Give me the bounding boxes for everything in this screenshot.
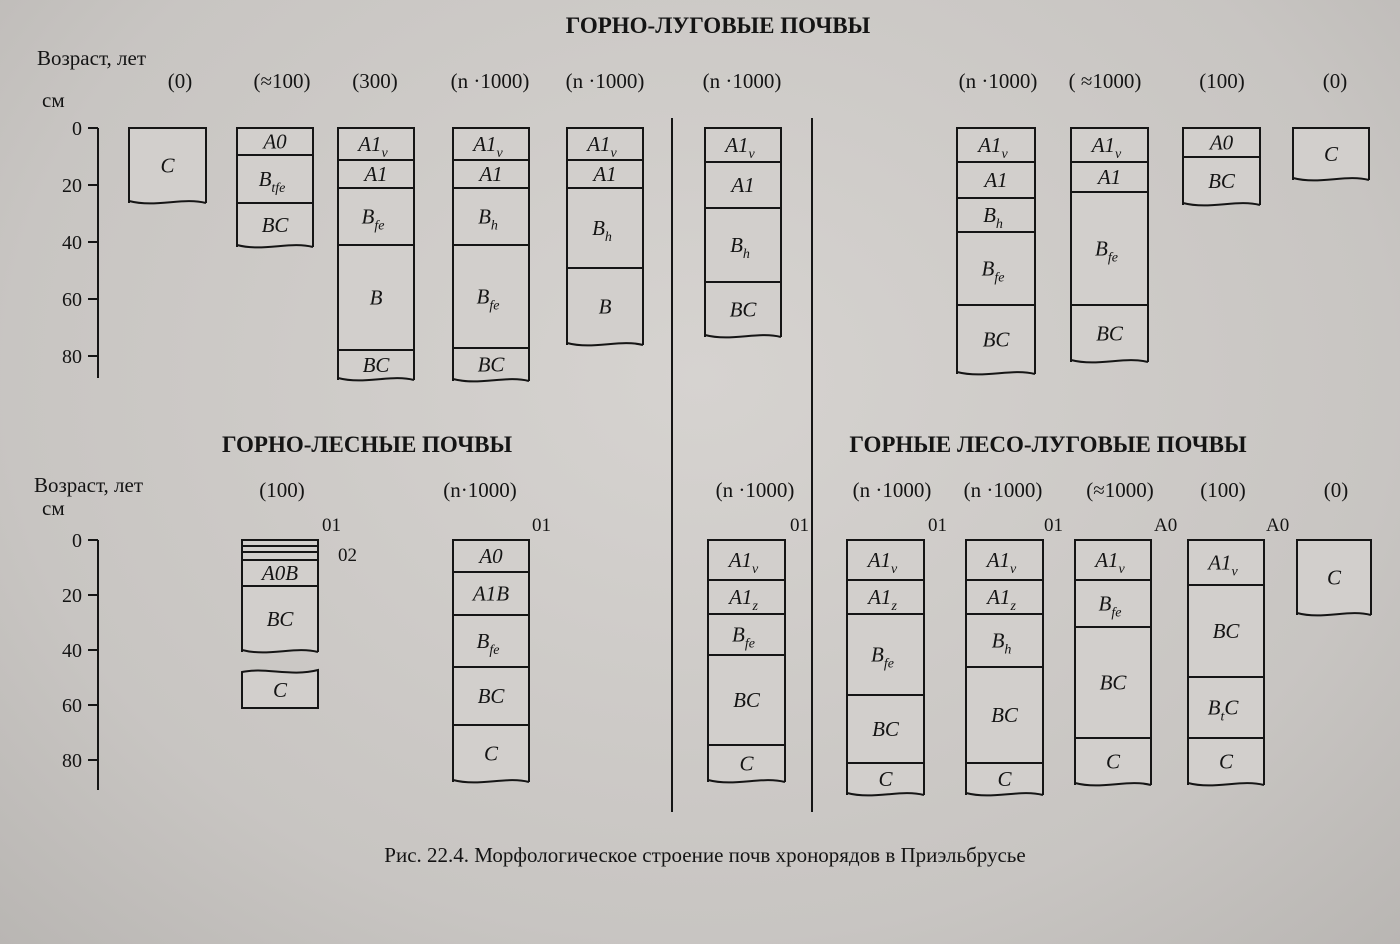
- horizon-label: A0: [1209, 130, 1234, 155]
- bottom-left-title: ГОРНО-ЛЕСНЫЕ ПОЧВЫ: [221, 432, 513, 457]
- soil-profile-column: [957, 128, 1035, 374]
- age-label: (≈100): [253, 69, 311, 93]
- horizon-label: C: [1323, 142, 1339, 166]
- horizon-label: $B_h$: [592, 216, 612, 245]
- age-label: (n ·1000): [450, 69, 530, 93]
- horizon-label: BC: [982, 327, 1010, 352]
- soil-profile-column: [847, 540, 924, 795]
- horizon-label: B: [598, 294, 612, 319]
- depth-tick-label: 0: [72, 530, 82, 552]
- age-label: (0): [167, 69, 193, 93]
- horizon-label: $A1_v$: [867, 548, 898, 577]
- horizon-label: BC: [477, 684, 505, 708]
- figure-caption: Рис. 22.4. Морфологическое строение почв хронорядов в Приэльбрусье: [384, 843, 1026, 867]
- depth-tick-label: 20: [62, 175, 82, 197]
- age-label: (n·1000): [443, 478, 517, 502]
- bottom-age-label: Возраст, лет: [34, 473, 144, 497]
- age-label: (n ·1000): [852, 478, 932, 502]
- soil-profile-column: [705, 128, 781, 337]
- horizon-label: $A1_v$: [1095, 548, 1125, 577]
- horizon-label: $B_h$: [991, 628, 1012, 658]
- horizon-label: $B_{tfe}$: [258, 167, 286, 196]
- horizon-label: BC: [1096, 321, 1123, 346]
- soil-profile-column: [453, 540, 529, 782]
- horizon-label: $A1_z$: [868, 585, 897, 614]
- profile-outline: [1075, 540, 1151, 785]
- bottom-right-title: ГОРНЫЕ ЛЕСО-ЛУГОВЫЕ ПОЧВЫ: [849, 432, 1247, 457]
- horizon-label: $B_h$: [478, 204, 498, 234]
- horizon-label: A0B: [261, 561, 299, 585]
- soil-profile-column: [1297, 540, 1371, 615]
- horizon-label: A1: [479, 162, 503, 186]
- horizon-label: $A1_v$: [986, 548, 1017, 577]
- horizon-label: BC: [477, 352, 505, 377]
- depth-tick-label: 80: [62, 750, 82, 772]
- soil-profile-column: [966, 540, 1043, 795]
- age-label: (n ·1000): [963, 478, 1043, 502]
- horizon-label: BC: [266, 607, 294, 631]
- soil-profile-column: [1071, 128, 1148, 362]
- age-label: (n ·1000): [958, 69, 1038, 93]
- side-horizon-label: A0: [1266, 515, 1290, 536]
- side-horizon-label: 01: [790, 515, 809, 536]
- side-horizon-label: 01: [1044, 515, 1063, 536]
- horizon-label: $B_{fe}$: [732, 622, 755, 652]
- horizon-label: B: [369, 285, 383, 310]
- soil-profile-column: [1075, 540, 1151, 785]
- horizon-label: C: [483, 741, 499, 766]
- age-label: (300): [352, 69, 398, 93]
- age-label: (0): [1322, 69, 1348, 93]
- horizon-label: C: [1326, 565, 1342, 590]
- soil-profile-column: [1188, 540, 1264, 785]
- profile-outline: [1188, 540, 1264, 785]
- soil-profile-column: [338, 128, 414, 380]
- horizon-label: $B_{fe}$: [981, 256, 1005, 286]
- horizon-label: A0: [263, 129, 287, 154]
- horizon-label: BC: [733, 688, 760, 712]
- horizon-label: C: [1218, 749, 1234, 774]
- horizon-label: A1: [593, 162, 617, 186]
- soil-profile-column: [1183, 128, 1260, 205]
- horizon-label: $A1_v$: [358, 132, 388, 161]
- side-horizon-label: 01: [928, 515, 947, 536]
- horizon-label: C: [1105, 749, 1121, 774]
- horizon-label: $B_{fe}$: [476, 629, 500, 658]
- horizon-label: $B_{fe}$: [871, 642, 894, 672]
- top-age-label: Возраст, лет: [37, 46, 147, 70]
- horizon-label: A1: [364, 162, 388, 186]
- soil-profile-column: [567, 128, 643, 345]
- horizon-label: A1B: [472, 581, 510, 606]
- age-label: (n ·1000): [715, 478, 795, 502]
- horizon-label: A1: [984, 168, 1008, 192]
- depth-tick-label: 60: [62, 289, 82, 311]
- horizon-label: BC: [261, 213, 289, 237]
- horizon-label: A0: [479, 544, 503, 568]
- soil-profile-column: [237, 128, 313, 247]
- age-label: (100): [1199, 69, 1245, 93]
- depth-tick-label: 0: [72, 118, 82, 140]
- bottom-unit-label: см: [42, 496, 65, 520]
- horizon-label: C: [272, 678, 288, 702]
- horizon-label: $B_h$: [730, 233, 750, 262]
- side-horizon-label: 01: [532, 515, 551, 536]
- age-label: (0): [1323, 478, 1349, 502]
- age-label: (100): [1200, 478, 1246, 502]
- horizon-label: BC: [1208, 169, 1235, 193]
- age-label: (n ·1000): [702, 69, 782, 93]
- horizon-label: $A1_v$: [473, 132, 503, 161]
- horizon-label: C: [739, 751, 754, 776]
- horizon-label: BC: [362, 353, 390, 377]
- horizon-label: $A1_z$: [987, 585, 1016, 614]
- horizon-label: C: [160, 153, 175, 178]
- depth-tick-label: 40: [62, 640, 82, 662]
- horizon-label: BC: [1099, 670, 1127, 695]
- horizon-label: C: [997, 767, 1012, 791]
- age-label: (≈1000): [1086, 478, 1154, 502]
- soil-profile-column: [1293, 128, 1369, 180]
- horizon-label: $B_{fe}$: [1098, 591, 1122, 621]
- horizon-label: $B_tC$: [1207, 695, 1239, 725]
- age-label: (n ·1000): [565, 69, 645, 93]
- horizon-label: $A1_v$: [587, 132, 617, 161]
- horizon-label: $A1_v$: [725, 133, 755, 162]
- horizon-label: $A1_z$: [729, 585, 758, 614]
- soil-profile-column: [242, 540, 318, 708]
- soil-profile-column: [129, 128, 206, 203]
- top-unit-label: см: [42, 88, 65, 112]
- profile-outline: [242, 540, 318, 652]
- age-label: ( ≈1000): [1068, 69, 1142, 93]
- horizon-label: BC: [872, 717, 899, 741]
- depth-tick-label: 60: [62, 695, 82, 717]
- depth-tick-label: 80: [62, 346, 82, 368]
- horizon-label: $B_{fe}$: [361, 204, 385, 234]
- soil-profile-column: [708, 540, 785, 782]
- horizon-label: $A1_v$: [1208, 550, 1238, 580]
- age-label: (100): [259, 478, 305, 502]
- horizon-label: A1: [1097, 165, 1122, 189]
- depth-tick-label: 40: [62, 232, 82, 254]
- soil-profile-column: [453, 128, 529, 381]
- horizon-label: $B_{fe}$: [476, 284, 500, 314]
- side-horizon-label: A0: [1154, 515, 1178, 536]
- horizon-label: BC: [729, 297, 757, 322]
- side-horizon-label: 01: [322, 515, 341, 536]
- horizon-label: BC: [991, 703, 1018, 727]
- depth-tick-label: 20: [62, 585, 82, 607]
- top-title: ГОРНО-ЛУГОВЫЕ ПОЧВЫ: [565, 13, 871, 38]
- horizon-label: BC: [1212, 619, 1240, 643]
- horizon-label: C: [878, 767, 893, 791]
- horizon-label: $A1_v$: [1091, 133, 1122, 162]
- side-horizon-label: 02: [338, 545, 357, 566]
- horizon-label: $A1_v$: [728, 548, 759, 577]
- horizon-label: $A1_v$: [978, 133, 1008, 162]
- horizon-label: $B_{fe}$: [1095, 236, 1118, 266]
- horizon-label: $B_h$: [983, 203, 1003, 232]
- horizon-label: A1: [731, 173, 755, 197]
